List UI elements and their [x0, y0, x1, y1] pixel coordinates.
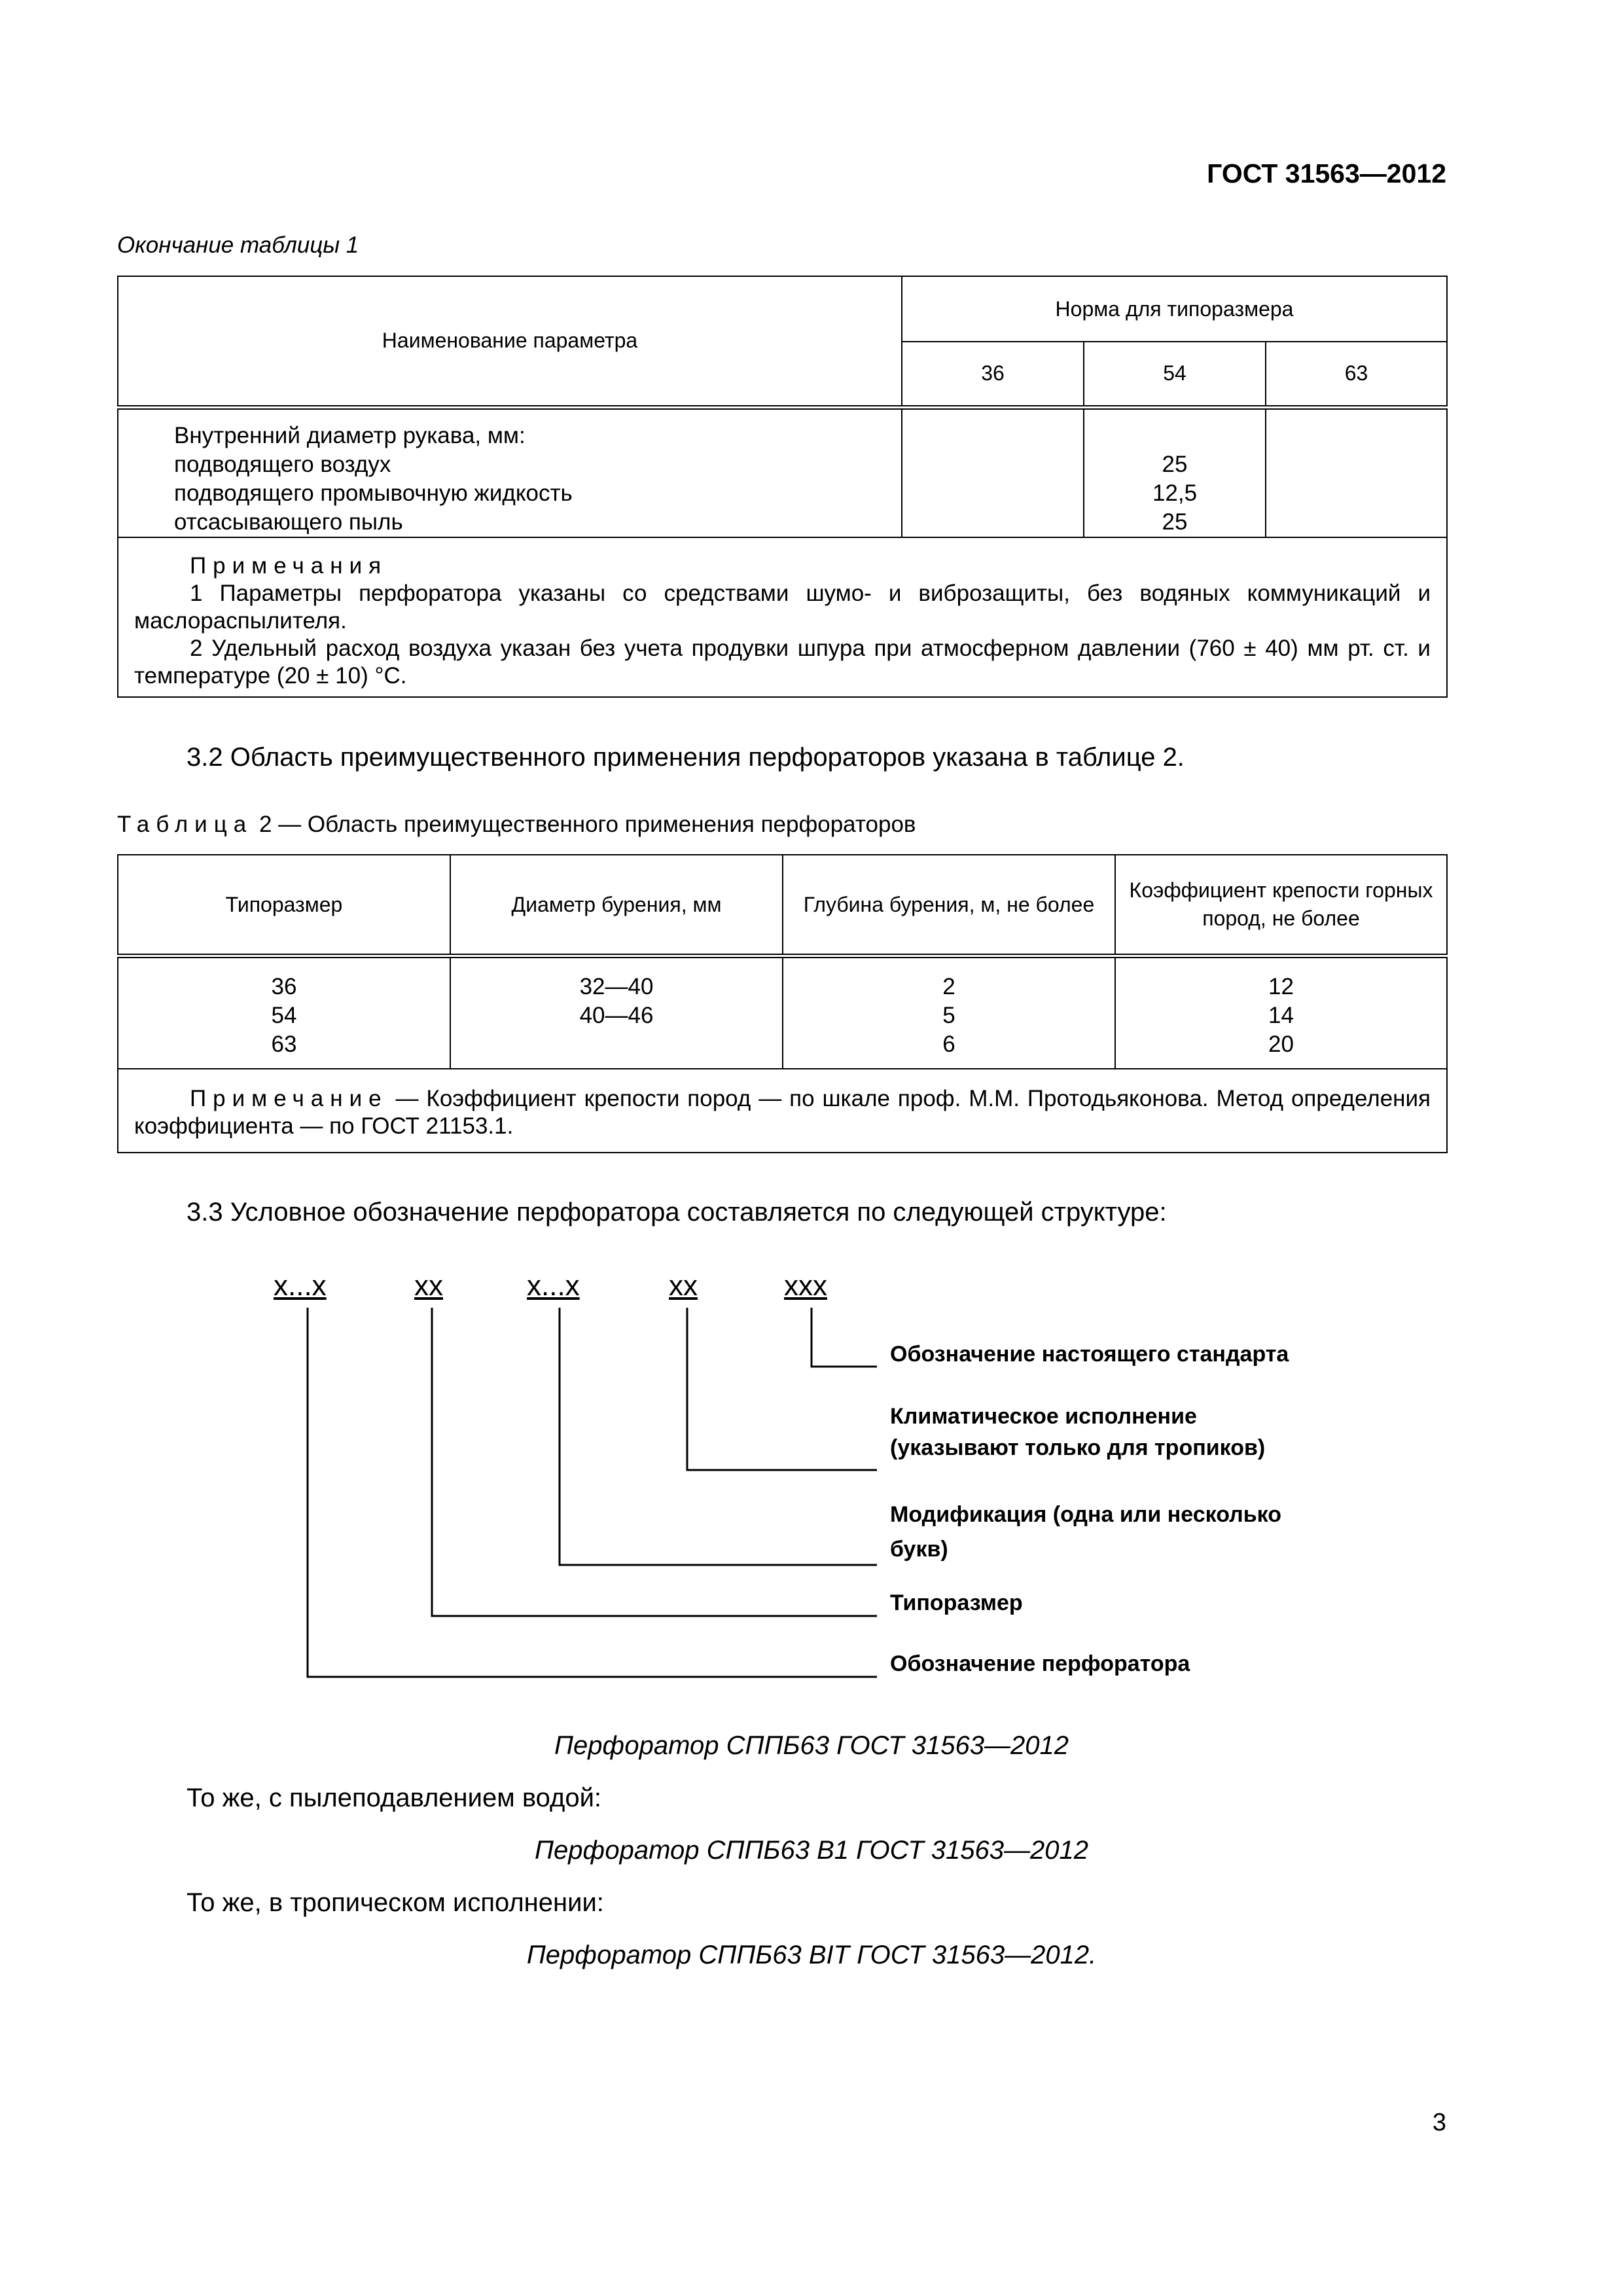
table2-value: 36 [271, 974, 297, 999]
table2-caption-text: 2 — Область преимущественного применения перфораторов [259, 812, 916, 837]
table1-value: 25 [1162, 509, 1188, 535]
scheme-label-standard: Обозначение настоящего стандарта [890, 1342, 1289, 1367]
table2-value: 5 [942, 1003, 955, 1028]
connector-modification [560, 1308, 877, 1565]
table1-param-row: подводящего воздух [174, 451, 391, 477]
table2-value: 32—40 [579, 974, 654, 999]
scheme-code-modification: х...х [527, 1270, 580, 1302]
table2-value: 40—46 [579, 1003, 654, 1028]
table2-value: 63 [271, 1031, 297, 1057]
table2-header: Коэффициент крепости горных пород, не более [1115, 855, 1447, 956]
example-2: Перфоратор СППБ63 В1 ГОСТ 31563—2012 [535, 1836, 1088, 1865]
table2-header: Типоразмер [118, 855, 450, 956]
example-3-intro: То же, в тропическом исполнении: [187, 1888, 604, 1917]
table1-header-norm: Норма для типоразмера [902, 276, 1447, 342]
table1-value: 12,5 [1152, 480, 1198, 506]
table2-note-text: — Коэффициент крепости пород — по шкале проф. М.М. Протодьяконова. Метод определения коэффициента — по ГОСТ 21153.1. [134, 1086, 1431, 1139]
scheme-label-modification: Модификация (одна или несколько [890, 1502, 1281, 1527]
paragraph-3-3: 3.3 Условное обозначение перфоратора составляется по следующей структуре: [187, 1198, 1167, 1227]
connector-designation [308, 1308, 877, 1677]
table2-header: Диаметр бурения, мм [450, 855, 783, 956]
scheme-label-size: Типоразмер [890, 1590, 1023, 1615]
table1-note: 2 Удельный расход воздуха указан без учета продувки шпура при атмосферном давлении (760 ± 40) мм рт. ст. и температуре (20 ± 10) °С. [134, 635, 1431, 689]
table2-caption-label: Таблица [117, 812, 253, 837]
page-number: 3 [1432, 2109, 1446, 2136]
table2-value: 2 [942, 974, 955, 999]
table2-value: 6 [942, 1031, 955, 1057]
table2-note-label: Примечание [190, 1086, 388, 1111]
table1-header-size: 54 [1084, 342, 1266, 407]
table1-param-row: подводящего промывочную жидкость [174, 480, 573, 506]
scheme-code-climate: хх [669, 1270, 698, 1302]
table2-value: 20 [1268, 1031, 1294, 1057]
table1-param-row: отсасывающего пыль [174, 509, 403, 535]
table2-value: 54 [271, 1003, 297, 1028]
table1-notes-title: Примечания [190, 552, 388, 579]
connector-climate [687, 1308, 877, 1470]
table1-header-size: 36 [902, 342, 1084, 407]
scheme-label-designation: Обозначение перфоратора [890, 1651, 1190, 1676]
table1-header-size: 63 [1266, 342, 1447, 407]
table1-header-param: Наименование параметра [118, 276, 902, 407]
table1-note: 1 Параметры перфоратора указаны со средствами шумо- и виброзащиты, без водяных коммуникаций и маслораспылителя. [134, 580, 1431, 634]
table2-header: Глубина бурения, м, не более [783, 855, 1115, 956]
connector-size [432, 1308, 877, 1616]
example-2-intro: То же, с пылеподавлением водой: [187, 1784, 602, 1812]
paragraph-3-2: 3.2 Область преимущественного применения перфораторов указана в таблице 2. [187, 743, 1185, 772]
scheme-code-standard: ххх [784, 1270, 827, 1302]
scheme-label-climate-note: (указывают только для тропиков) [890, 1435, 1266, 1460]
table2-value: 12 [1268, 974, 1294, 999]
scheme-code-designation: х...х [274, 1270, 327, 1302]
table2-value: 14 [1268, 1003, 1294, 1028]
table1-value: 25 [1162, 451, 1188, 477]
connector-standard [812, 1308, 877, 1367]
example-3: Перфоратор СППБ63 BIT ГОСТ 31563—2012. [526, 1941, 1097, 1969]
document-code: ГОСТ 31563—2012 [1207, 158, 1446, 188]
scheme-label-modification-cont: букв) [890, 1537, 948, 1562]
example-1: Перфоратор СППБ63 ГОСТ 31563—2012 [554, 1731, 1069, 1760]
table1-continuation-caption: Окончание таблицы 1 [117, 232, 359, 258]
scheme-label-climate: Климатическое исполнение [890, 1404, 1197, 1429]
table1-param-row: Внутренний диаметр рукава, мм: [174, 422, 526, 448]
scheme-code-size: хх [414, 1270, 443, 1302]
